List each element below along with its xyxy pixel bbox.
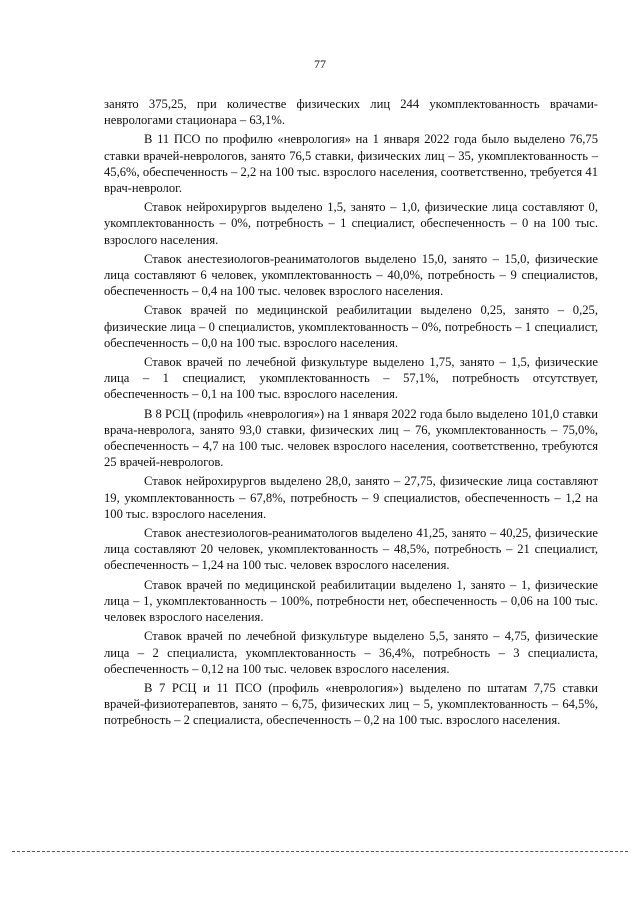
paragraph-rsc-neurosurgeons: Ставок нейрохирургов выделено 28,0, занято – 27,75, физические лица составляют 19, укомплектованность – 67,8%, потребность – 9 специалистов, обеспеченность – 1,2 на 100 тыс. взрослого населения. [104,474,598,521]
paragraph-physiotherapists: В 7 РСЦ и 11 ПСО (профиль «неврология») выделено по штатам 7,75 ставки врачей-физиотерапевтов, занято – 6,75, физических лиц – 5, укомплектованность – 64,5%, потребность – 2 специалиста, обеспеченность – 0,2 на 100 тыс. взрослого населения. [104,680,598,728]
paragraph-pso-rehabilitation: Ставок врачей по медицинской реабилитации выделено 0,25, занято – 0,25, физические лица – 0 специалистов, укомплектованность – 0%, потребность – 1 специалист, обеспеченность – 0,0 на 100 тыс. взрослого населения. [104,303,598,350]
page-number: 77 [314,57,326,71]
page-bottom-divider [12,851,628,852]
paragraph-pso-neurosurgeons: Ставок нейрохирургов выделено 1,5, занято – 1,0, физические лица составляют 0, укомплектованность – 0%, потребность – 1 специалист, обеспеченность – 0 на 100 тыс. взрослого населения. [104,200,598,247]
paragraph-rsc-exercise-therapy: Ставок врачей по лечебной физкультуре выделено 5,5, занято – 4,75, физические лица – 2 специалиста, укомплектованность – 36,4%, потребность – 3 специалиста, обеспеченность – 0,12 на 100 тыс. человек взрослого населения. [104,629,598,676]
paragraph-rsc-neurologists: В 8 РСЦ (профиль «неврология») на 1 января 2022 года было выделено 101,0 ставки врача-невролога, занято 93,0 ставки, физических лиц – 76, укомплектованность – 75,0%, обеспеченность – 4,7 на 100 тыс. человек взрослого населения, соответственно, требуются 25 врачей-неврологов. [104,406,598,470]
paragraph-pso-neurologists: В 11 ПСО по профилю «неврология» на 1 января 2022 года было выделено 76,75 ставки врачей-неврологов, занято 76,5 ставки, физических лиц – 35, укомплектованность – 45,6%, обеспеченность – 2,2 на 100 тыс. взрослого населения, соответственно, требуется 41 врач-невролог. [104,132,598,196]
document-body [104,96,598,732]
paragraph-pso-exercise-therapy: Ставок врачей по лечебной физкультуре выделено 1,75, занято – 1,5, физические лица – 1 специалист, укомплектованность – 57,1%, потребность отсутствует, обеспеченность – 0,1 на 100 тыс. взрослого населения. [104,355,598,402]
paragraph-rsc-anesthesiologists: Ставок анестезиологов-реаниматологов выделено 41,25, занято – 40,25, физические лица составляют 20 человек, укомплектованность – 48,5%, потребность – 21 специалист, обеспеченность – 1,24 на 100 тыс. человек взрослого населения. [104,526,598,573]
paragraph-rsc-rehabilitation: Ставок врачей по медицинской реабилитации выделено 1, занято – 1, физические лица – 1, укомплектованность – 100%, потребности нет, обеспеченность – 0,06 на 100 тыс. человек взрослого населения. [104,577,598,625]
paragraph-pso-anesthesiologists: Ставок анестезиологов-реаниматологов выделено 15,0, занято – 15,0, физические лица составляют 6 человек, укомплектованность – 40,0%, потребность – 9 специалистов, обеспеченность – 0,4 на 100 тыс. человек взрослого населения. [104,251,598,299]
paragraph-stationary-staffing: занято 375,25, при количестве физических лиц 244 укомплектованность врачами-неврологами стационара – 63,1%. [104,97,598,128]
